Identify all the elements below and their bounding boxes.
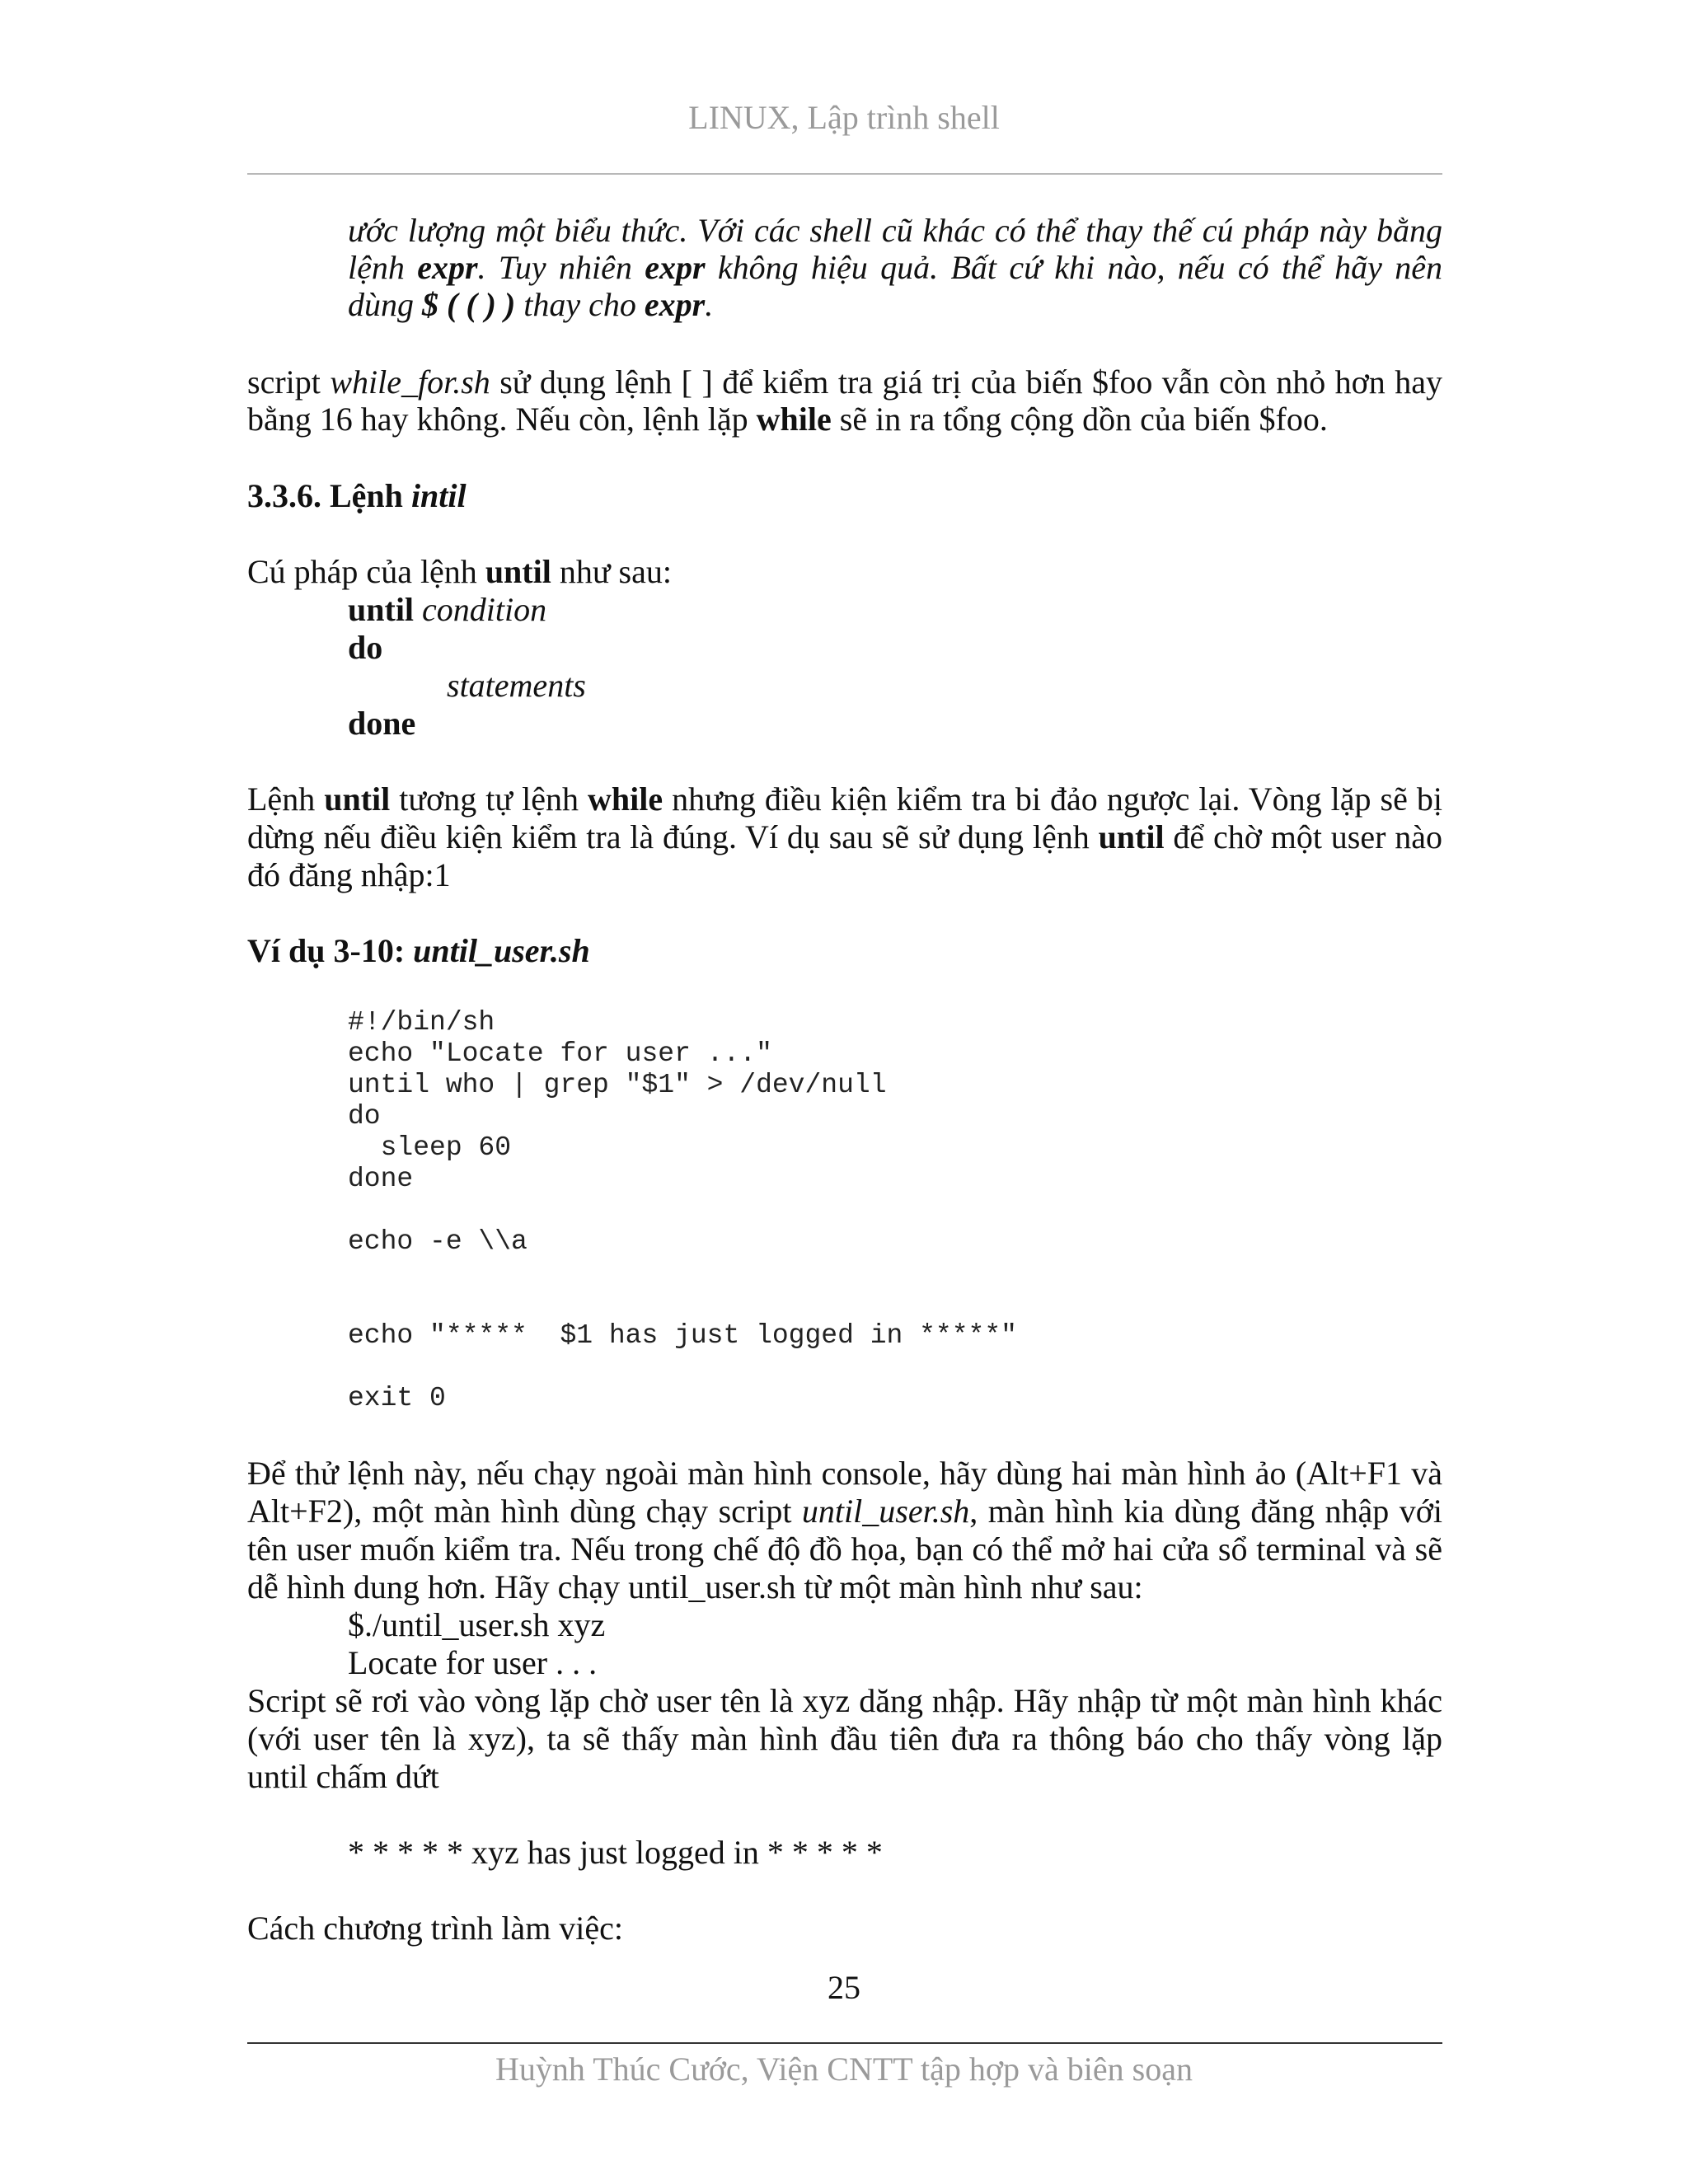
- header-rule: [247, 173, 1442, 175]
- section-heading: [247, 476, 1442, 516]
- note-keyword: expr: [644, 286, 706, 323]
- note-text: .: [705, 286, 714, 323]
- keyword: while: [588, 780, 663, 818]
- code-line: echo -e \\a: [348, 1226, 528, 1257]
- para4-line-1: Script sẽ rơi vào vòng lặp chờ user tên là xyz dăng nhập. Hãy nhập từ một màn hình khác: [247, 1682, 1442, 1719]
- keyword: until: [485, 553, 551, 590]
- syntax-done-line: done: [348, 705, 416, 742]
- para-text: tương tự lệnh: [390, 780, 588, 818]
- para-text: sẽ in ra tổng cộng dồn của biến $foo.: [831, 401, 1328, 438]
- keyword: until: [324, 780, 391, 818]
- page-number: 25: [828, 1969, 860, 2006]
- command-output: Locate for user . . .: [348, 1644, 598, 1681]
- para-text: bằng 16 hay không. Nếu còn, lệnh lặp: [247, 401, 757, 438]
- syntax-intro: [247, 552, 1442, 592]
- note-line-3: [348, 285, 1442, 325]
- example-filename: until_user.sh: [413, 932, 590, 969]
- note-line-2: [348, 248, 1442, 288]
- example-heading: [247, 931, 1442, 971]
- para2-line-3: đó đăng nhập:1: [247, 856, 451, 893]
- para-text: như sau:: [551, 553, 672, 590]
- note-text: thay cho: [515, 286, 645, 323]
- code-line: until who | grep "$1" > /dev/null: [348, 1070, 887, 1100]
- running-header: LINUX, Lập trình shell: [688, 99, 1000, 136]
- para-text: Lệnh: [247, 780, 325, 818]
- script-name: until_user.sh: [801, 1493, 970, 1530]
- para3-line-3: tên user muốn kiểm tra. Nếu trong chế độ đồ họa, bạn có thể mở hai cửa sổ terminal và sẽ: [247, 1530, 1442, 1568]
- para-text: script: [247, 363, 331, 401]
- para3-line-2: [247, 1492, 1442, 1531]
- code-line: exit 0: [348, 1383, 446, 1413]
- code-line: sleep 60: [348, 1132, 512, 1163]
- para-text: sử dụng lệnh [ ] để kiểm tra giá trị của biến $foo vẫn còn nhỏ hơn hay: [490, 363, 1442, 401]
- syntax-do-line: do: [348, 629, 383, 666]
- para2-line-1: [247, 780, 1442, 819]
- note-line-1: ước lượng một biểu thức. Với các shell cũ khác có thể thay thế cú pháp này bằng: [348, 212, 1442, 249]
- para-text: Alt+F2), một màn hình dùng chạy script: [247, 1493, 802, 1530]
- note-text: . Tuy nhiên: [477, 249, 645, 286]
- para1-line-1: [247, 363, 1442, 402]
- syntax-statements-line: statements: [447, 667, 586, 704]
- keyword: while: [756, 401, 832, 438]
- para1-line-2: [247, 400, 1442, 439]
- command-example: $./until_user.sh xyz: [348, 1606, 606, 1643]
- syntax-until-line: [348, 590, 1442, 630]
- script-name: while_for.sh: [330, 363, 490, 401]
- note-keyword: expr: [417, 249, 478, 286]
- login-message: * * * * * xyz has just logged in * * * * *: [348, 1834, 883, 1871]
- note-text: không hiệu quả. Bất cứ khi nào, nếu có thể hãy nên: [705, 249, 1442, 286]
- keyword: until: [348, 591, 415, 628]
- running-footer: Huỳnh Thúc Cước, Viện CNTT tập hợp và biên soạn: [495, 2050, 1193, 2088]
- code-line: #!/bin/sh: [348, 1007, 495, 1038]
- para2-line-2: [247, 818, 1442, 857]
- para-text: dừng nếu điều kiện kiểm tra là đúng. Ví dụ sau sẽ sử dụng lệnh: [247, 818, 1099, 855]
- para-text: để chờ một user nào: [1164, 818, 1443, 855]
- note-text: dùng: [348, 286, 422, 323]
- section-name: intil: [410, 477, 467, 514]
- syntax-placeholder: condition: [414, 591, 547, 628]
- para-text: , màn hình kia dùng đăng nhập với: [969, 1493, 1442, 1530]
- note-keyword: $ ( ( ) ): [422, 286, 516, 323]
- keyword: until: [1098, 818, 1165, 855]
- para-text: Cú pháp của lệnh: [247, 553, 485, 590]
- para-text: nhưng điều kiện kiểm tra bi đảo ngược lại. Vòng lặp sẽ bị: [663, 780, 1443, 818]
- para3-line-4: dễ hình dung hơn. Hãy chạy until_user.sh từ một màn hình như sau:: [247, 1568, 1143, 1605]
- code-line: echo "***** $1 has just logged in *****": [348, 1320, 1017, 1351]
- section-number: 3.3.6. Lệnh: [247, 477, 411, 514]
- code-line: done: [348, 1164, 414, 1194]
- footer-rule: [247, 2042, 1442, 2044]
- note-text: lệnh: [348, 249, 418, 286]
- closing-line: Cách chương trình làm việc:: [247, 1910, 624, 1947]
- code-line: do: [348, 1101, 381, 1132]
- para3-line-1: Để thử lệnh này, nếu chạy ngoài màn hình console, hãy dùng hai màn hình ảo (Alt+F1 và: [247, 1455, 1442, 1492]
- note-keyword: expr: [645, 249, 706, 286]
- code-line: echo "Locate for user ...": [348, 1038, 772, 1069]
- para4-line-2: (với user tên là xyz), ta sẽ thấy màn hình đầu tiên đưa ra thông báo cho thấy vòng lặp: [247, 1720, 1442, 1757]
- para4-line-3: until chấm dứt: [247, 1758, 439, 1795]
- example-label: Ví dụ 3-10:: [247, 932, 414, 969]
